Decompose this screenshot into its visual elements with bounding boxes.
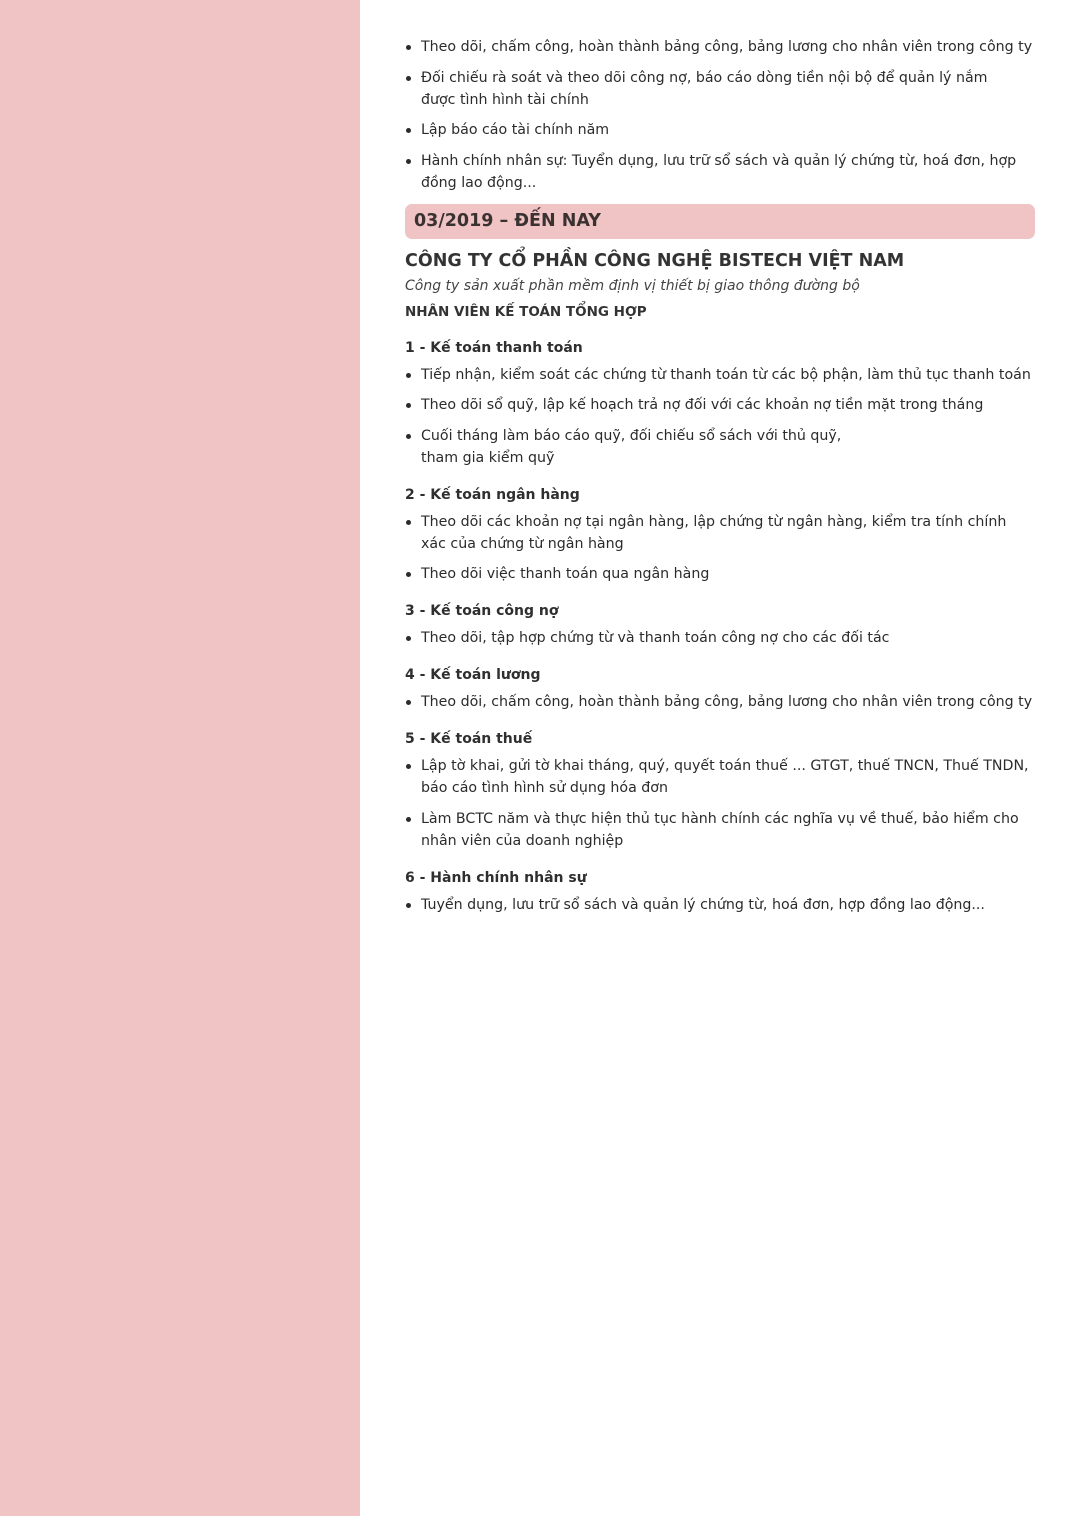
list-item: Cuối tháng làm báo cáo quỹ, đối chiếu sổ sách với thủ quỹ, tham gia kiểm quỹ: [405, 425, 1035, 469]
list-item: Hành chính nhân sự: Tuyển dụng, lưu trữ sổ sách và quản lý chứng từ, hoá đơn, hợp đồng lao động...: [405, 150, 1035, 194]
job-position: NHÂN VIÊN KẾ TOÁN TỔNG HỢP: [405, 303, 647, 320]
list-item: Làm BCTC năm và thực hiện thủ tục hành chính các nghĩa vụ về thuế, bảo hiểm cho nhân viên của doanh nghiệp: [405, 808, 1035, 852]
bullet-icon: [406, 434, 411, 439]
bullet-icon: [406, 45, 411, 50]
list-item: Theo dõi sổ quỹ, lập kế hoạch trả nợ đối với các khoản nợ tiền mặt trong tháng: [405, 394, 1035, 416]
section-salary-list: [405, 691, 1035, 713]
section-title-debt: 3 - Kế toán công nợ: [405, 603, 559, 619]
bullet-icon: [406, 817, 411, 822]
bullet-icon: [406, 159, 411, 164]
list-item: Theo dõi, chấm công, hoàn thành bảng công, bảng lương cho nhân viên trong công ty: [405, 691, 1035, 713]
bullet-icon: [406, 700, 411, 705]
section-tax-list: [405, 755, 1035, 852]
list-item: Đối chiếu rà soát và theo dõi công nợ, báo cáo dòng tiền nội bộ để quản lý nắm được tình hình tài chính: [405, 67, 1035, 111]
bullet-icon: [406, 403, 411, 408]
company-name: CÔNG TY CỔ PHẦN CÔNG NGHỆ BISTECH VIỆT NAM: [405, 250, 905, 271]
sidebar-panel: [0, 0, 360, 1516]
bullet-icon: [406, 373, 411, 378]
list-item: Lập tờ khai, gửi tờ khai tháng, quý, quyết toán thuế ... GTGT, thuế TNCN, Thuế TNDN, báo cáo tình hình sử dụng hóa đơn: [405, 755, 1035, 799]
list-item: Tiếp nhận, kiểm soát các chứng từ thanh toán từ các bộ phận, làm thủ tục thanh toán: [405, 364, 1035, 386]
section-title-salary: 4 - Kế toán lương: [405, 667, 541, 683]
list-item: Theo dõi việc thanh toán qua ngân hàng: [405, 563, 1035, 585]
job-period-bar: [405, 204, 1035, 239]
list-item: Lập báo cáo tài chính năm: [405, 119, 1035, 141]
list-item: Tuyển dụng, lưu trữ sổ sách và quản lý chứng từ, hoá đơn, hợp đồng lao động...: [405, 894, 1035, 916]
list-item: Theo dõi, tập hợp chứng từ và thanh toán công nợ cho các đối tác: [405, 627, 1035, 649]
top-bullet-list: [405, 36, 1035, 194]
section-bank-list: [405, 511, 1035, 586]
list-item: Theo dõi, chấm công, hoàn thành bảng công, bảng lương cho nhân viên trong công ty: [405, 36, 1035, 58]
section-title-payment: 1 - Kế toán thanh toán: [405, 339, 583, 356]
section-title-tax: 5 - Kế toán thuế: [405, 731, 533, 747]
bullet-icon: [406, 636, 411, 641]
company-description: Công ty sản xuất phần mềm định vị thiết bị giao thông đường bộ: [405, 277, 860, 294]
bullet-icon: [406, 572, 411, 577]
bullet-icon: [406, 764, 411, 769]
section-payment-list: [405, 364, 1035, 469]
bullet-icon: [406, 128, 411, 133]
section-debt-list: [405, 627, 1035, 649]
bullet-icon: [406, 76, 411, 81]
job-period: 03/2019 – ĐẾN NAY: [414, 211, 601, 231]
bullet-icon: [406, 903, 411, 908]
section-title-bank: 2 - Kế toán ngân hàng: [405, 486, 580, 503]
main-content: [405, 36, 1035, 924]
section-title-hr: 6 - Hành chính nhân sự: [405, 869, 587, 886]
list-item: Theo dõi các khoản nợ tại ngân hàng, lập chứng từ ngân hàng, kiểm tra tính chính xác của chứng từ ngân hàng: [405, 511, 1035, 555]
bullet-icon: [406, 520, 411, 525]
section-hr-list: [405, 894, 1035, 916]
